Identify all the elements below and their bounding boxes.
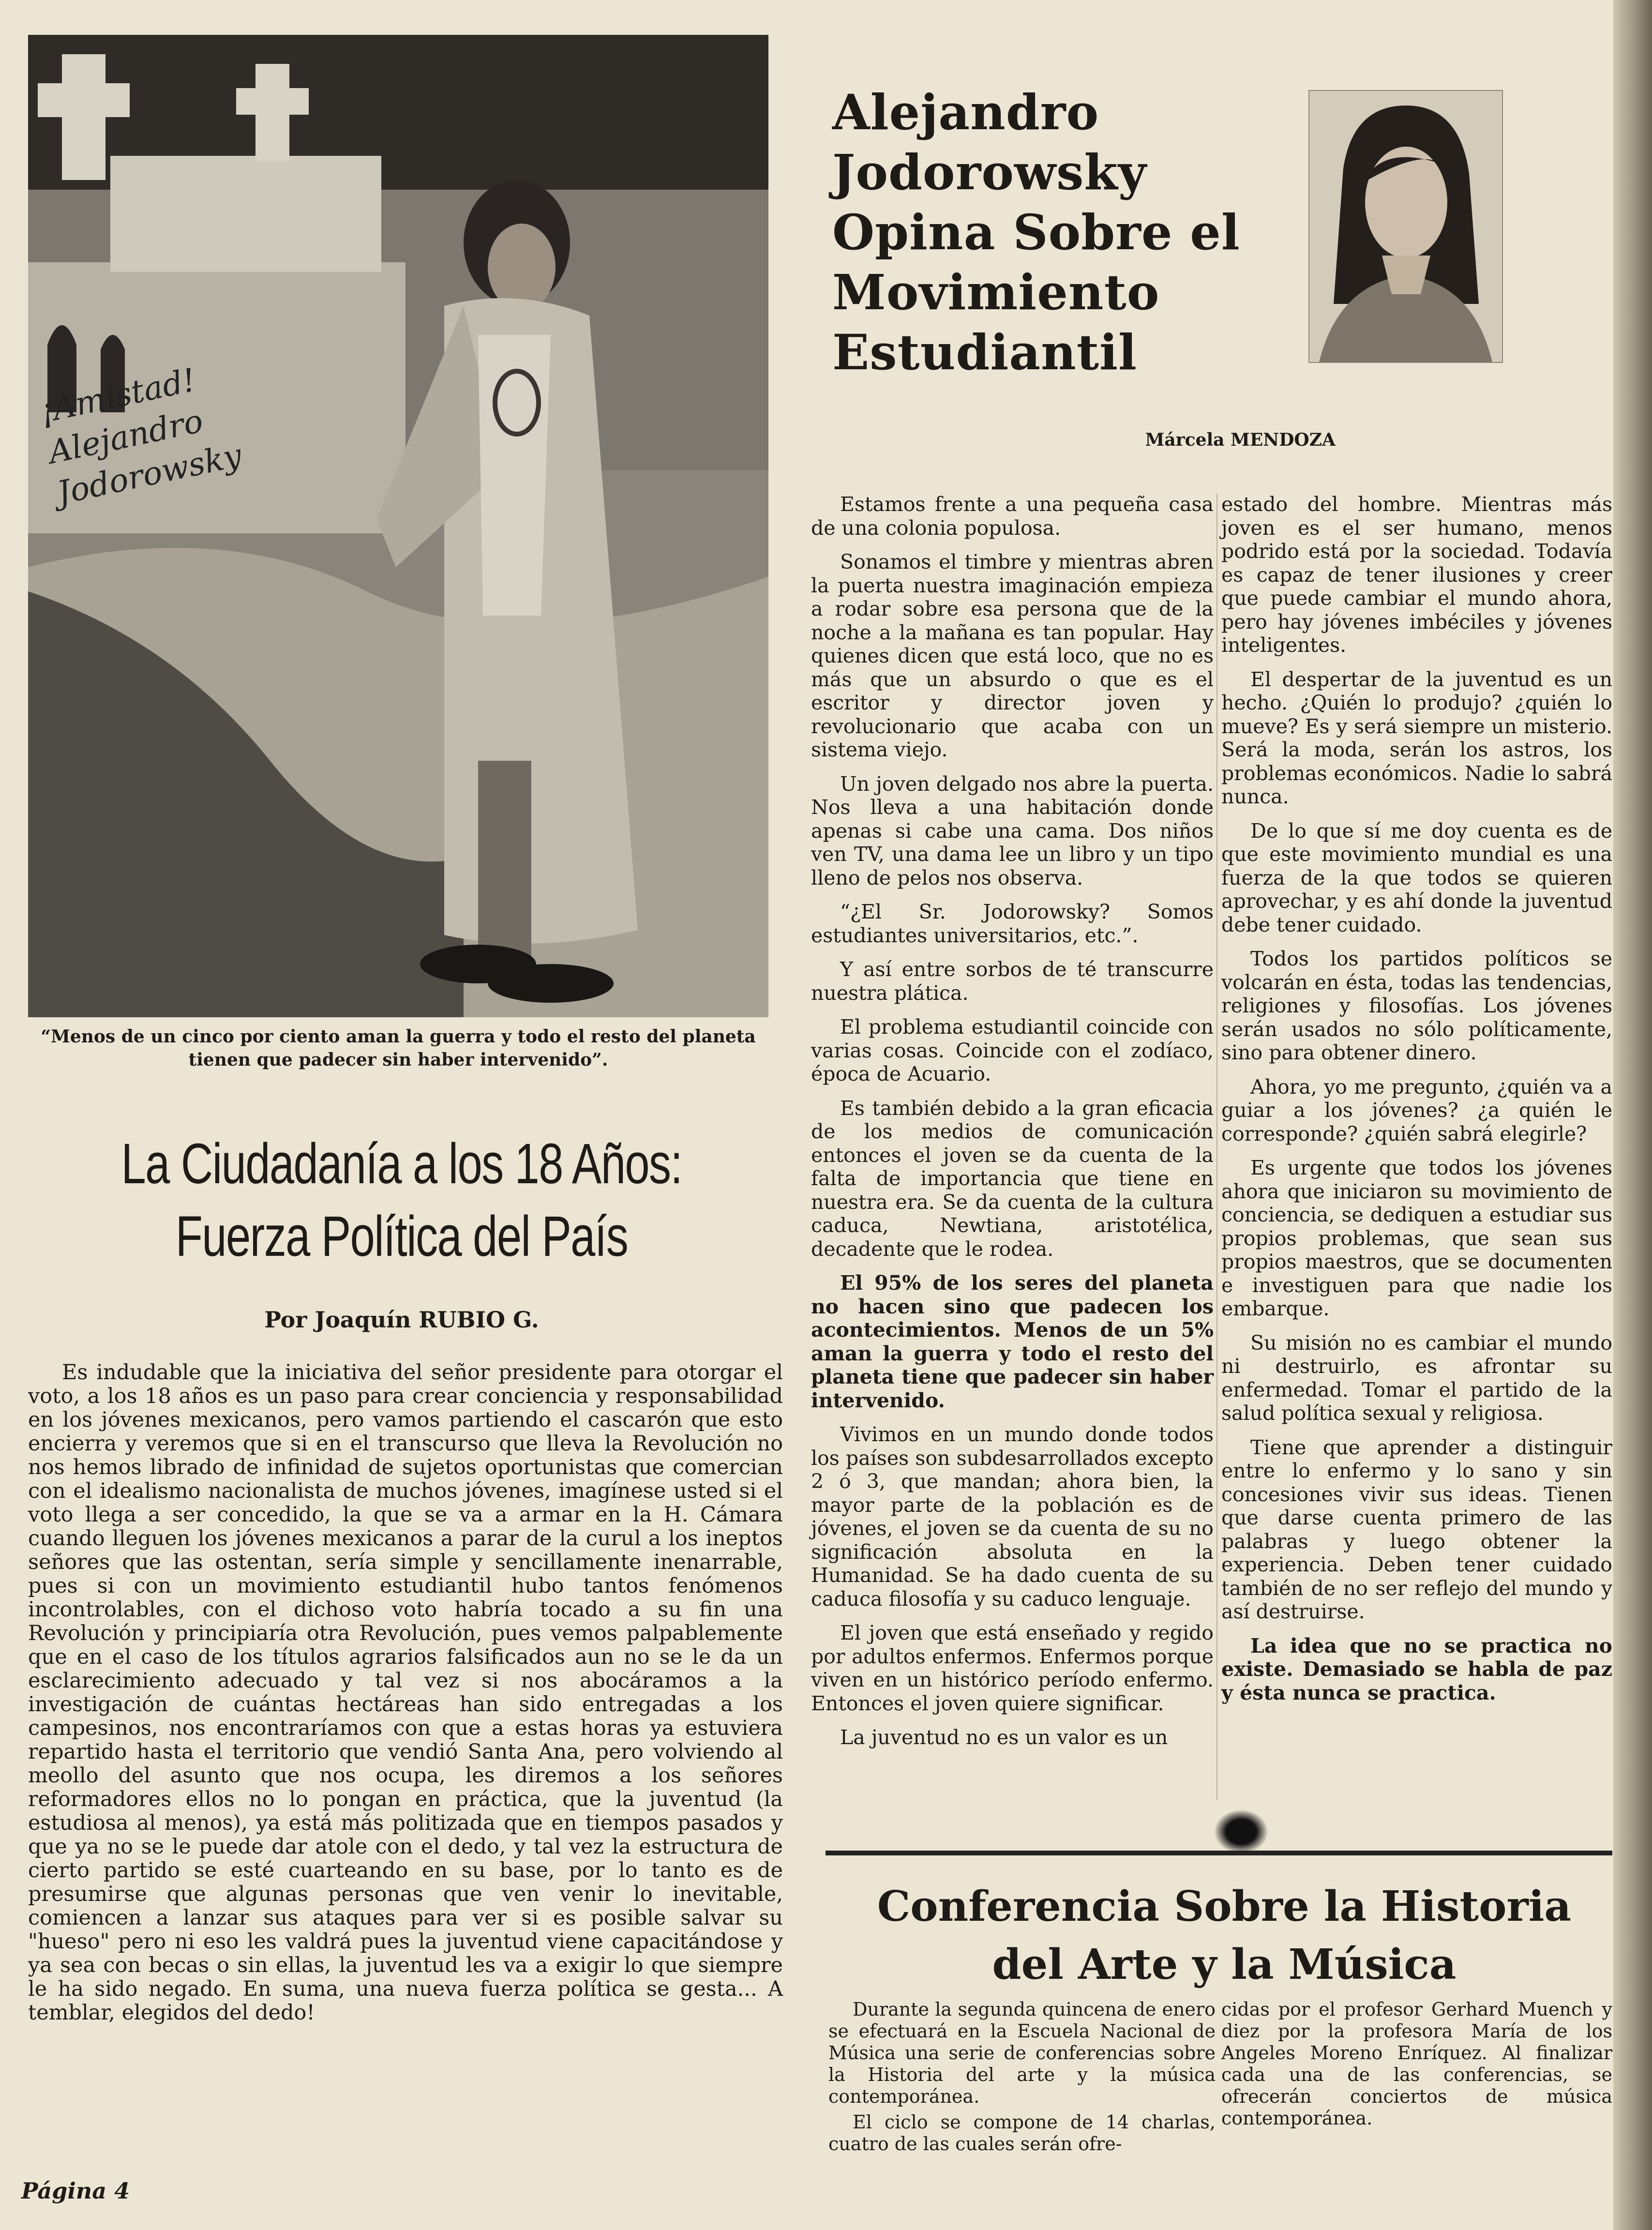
paragraph: “¿El Sr. Jodorowsky? Somos estudiantes universitarios, etc.”.	[811, 900, 1214, 947]
paragraph: estado del hombre. Mientras más joven es el ser humano, menos podrido está por la sociedad. Todavía es capaz de tener ilusiones y creer que puede cambiar el mundo ahora, pero hay jóvenes imbéciles y jóvenes inteligentes.	[1221, 493, 1612, 657]
paragraph: Sonamos el timbre y mientras abren la puerta nuestra imaginación empieza a rodar sobre esa persona que de la noche a la mañana es tan popular. Hay quienes dicen que está loco, que no es más que un absurdo o que es el escritor y director joven y revolucionario que acaba con un sistema viejo.	[811, 550, 1214, 761]
paragraph: Estamos frente a una pequeña casa de una colonia populosa.	[811, 493, 1214, 540]
right-headline-line: Movimiento	[832, 264, 1160, 321]
paragraph: El joven que está enseñado y regido por adultos enfermos. Enfermos porque viven en un histórico período enfermo. Entonces el joven quiere significar.	[811, 1621, 1214, 1715]
right-article-byline: Márcela MENDOZA	[1145, 430, 1336, 450]
conference-headline-line2: del Arte y la Música	[992, 1940, 1457, 1989]
paragraph: El ciclo se compone de 14 charlas, cuatro de las cuales serán ofre-	[828, 2111, 1216, 2155]
right-headline-line: Jodorowsky	[832, 144, 1147, 201]
conference-column-1	[828, 1999, 1216, 2159]
conference-headline	[832, 1878, 1616, 1994]
left-article-headline	[119, 1128, 685, 1273]
paragraph: Vivimos en un mundo donde todos los países son subdesarrollados excepto 2 ó 3, que mandan; ahora bien, la mayor parte de la población es de jóvenes, el joven se da cuenta de su no significación absoluta en la Humanidad. Se ha dado cuenta de su caduca filosofía y su caduco lenguaje.	[811, 1423, 1214, 1611]
paragraph: Todos los partidos políticos se volcarán en ésta, todas las tendencias, religiones y filosofías. Los jóvenes serán usados no sólo políticamente, sino para obtener dinero.	[1221, 947, 1612, 1064]
right-article-column-1	[811, 493, 1214, 1760]
left-article-byline: Por Joaquín RUBIO G.	[264, 1307, 539, 1333]
paragraph: Es también debido a la gran eficacia de los medios de comunicación entonces el joven se da cuenta de la falta de importancia que tiene en nuestra era. Se da cuenta de la cultura caduca, Newtiana, aristotélica, decadente que le rodea.	[811, 1096, 1214, 1261]
author-portrait	[1308, 90, 1503, 363]
right-headline-line: Estudiantil	[832, 324, 1137, 381]
paragraph: De lo que sí me doy cuenta es de que este movimiento mundial es una fuerza de la que todos se quieren aprovechar, y es ahí donde la juventud debe tener cuidado.	[1221, 819, 1612, 936]
right-headline-line: Alejandro	[832, 84, 1099, 141]
right-headline-line: Opina Sobre el	[832, 204, 1240, 261]
column-divider	[1216, 494, 1217, 1800]
paragraph: cidas por el profesor Gerhard Muench y diez por la profesora María de los Angeles Moreno Enríquez. Al finalizar cada una de las conferencias, se ofrecerán conciertos de música contemporánea.	[1221, 1999, 1612, 2129]
left-headline-line2: Fuerza Política del País	[175, 1205, 628, 1268]
paragraph: Es urgente que todos los jóvenes ahora que iniciaron su movimiento de conciencia, se dediquen a estudiar sus propios problemas, que sean sus propios maestros, que se documenten e investiguen para que nadie los embarque.	[1221, 1156, 1612, 1320]
portrait-illustration	[1309, 91, 1502, 362]
paragraph: El problema estudiantil coincide con varias cosas. Coincide con el zodíaco, época de Acuario.	[811, 1015, 1214, 1085]
page-number: Página 4	[21, 2178, 130, 2204]
right-article-headline	[832, 82, 1297, 382]
binding-edge	[1613, 0, 1652, 2230]
right-article-column-2	[1221, 493, 1612, 1715]
paragraph: Su misión no es cambiar el mundo ni destruirlo, es afrontar su enfermedad. Tomar el partido de la salud política sexual y religiosa.	[1221, 1331, 1612, 1425]
paragraph: Un joven delgado nos abre la puerta. Nos lleva a una habitación donde apenas si cabe una cama. Dos niños ven TV, una dama lee un libro y un tipo lleno de pelos nos observa.	[811, 772, 1214, 889]
paragraph: Y así entre sorbos de té transcurre nuestra plática.	[811, 958, 1214, 1005]
paragraph: La idea que no se practica no existe. Demasiado se habla de paz y ésta nunca se practica.	[1221, 1634, 1612, 1704]
conference-column-2	[1221, 1999, 1612, 2133]
conference-headline-line1: Conferencia Sobre la Historia	[877, 1882, 1572, 1931]
left-article-body	[28, 1361, 783, 2025]
paragraph: El 95% de los seres del planeta no hacen sino que padecen los acontecimientos. Menos de un 5% aman la guerra y todo el resto del planeta tiene que padecer sin haber intervenido.	[811, 1271, 1214, 1412]
paragraph: Ahora, yo me pregunto, ¿quién va a guiar a los jóvenes? ¿a quién le corresponde? ¿quién sabrá elegirle?	[1221, 1075, 1612, 1145]
left-headline-line1: La Ciudadanía a los 18 Años:	[121, 1132, 682, 1196]
photo-illustration	[28, 35, 768, 1017]
handwritten-dedication: ¡Amistad! Alejandro Jodorowsky	[36, 361, 245, 512]
paragraph: El despertar de la juventud es un hecho. ¿Quién lo produjo? ¿quién lo mueve? Es y será siempre un misterio. Será la moda, serán los astros, los problemas económicos. Nadie lo sabrá nunca.	[1221, 667, 1612, 808]
paragraph: La juventud no es un valor es un	[840, 1726, 1168, 1749]
section-rule	[826, 1851, 1612, 1855]
left-article-paragraph: Es indudable que la iniciativa del señor presidente para otorgar el voto, a los 18 años es un paso para crear conciencia y responsabilidad en los jóvenes mexicanos, pero vamos partiendo el cascarón que esto encierra y veremos que si en el transcurso que lleva la Revolución no nos hemos librado de infinidad de sujetos oportunistas que comercian con el idealismo nacionalista de muchos jóvenes, imagínese usted si el voto llega a ser concedido, la que se va a armar en la H. Cámara cuando lleguen los jóvenes mexicanos a parar de la curul a los ineptos señores que las ostentan, sería simple y sencillamente inenarrable, pues si con un movimiento estudiantil hubo tantos fenómenos incontrolables, con el dichoso voto habría tocado a su fin una Revolución y principiaría otra Revolución, pues vemos palpablemente que en el caso de los títulos agrarios falsificados aun no se le da un esclarecimiento adecuado y tal vez si nos abocáramos a la investigación de cuántas hectáreas han sido entregadas a los campesinos, nos encontraríamos con que a estas horas ya estuviera repartido hasta el territorio que vendió Santa Ana, pero volviendo al meollo del asunto que nos ocupa, les diremos a los señores reformadores ellos no lo pongan en práctica, que la juventud (la estudiosa al menos), ya está más politizada que en tiempos pasados y que ya no se le puede dar atole con el dedo, y tal vez la estructura de cierto partido se esté cuarteando en su base, por lo tanto es de presumirse que algunas personas que ven venir lo inevitable, comiencen a lanzar sus ataques para ver si es posible salvar su "hueso" pero ni eso les valdrá pues la juventud viene capacitándose y ya sea con becas o sin ellas, la juventud les va a exigir lo que siempre le ha sido negado. En suma, una nueva fuerza política se gesta... A temblar, elegidos del dedo!	[28, 1360, 783, 2025]
jodorowsky-photo	[28, 35, 768, 1017]
ink-blot	[1215, 1810, 1268, 1853]
photo-caption: “Menos de un cinco por ciento aman la guerra y todo el resto del planeta tienen que padecer sin haber intervenido”.	[41, 1026, 756, 1070]
paragraph: Tiene que aprender a distinguir entre lo enfermo y lo sano y sin concesiones vivir sus ideas. Tienen que darse cuenta primero de las palabras y luego obtener la experiencia. Deben tener cuidado también de no ser reflejo del mundo y así destruirse.	[1221, 1435, 1612, 1623]
paragraph: Durante la segunda quincena de enero se efectuará en la Escuela Nacional de Música una serie de conferencias sobre la Historia del arte y la música contemporánea.	[828, 1999, 1216, 2107]
